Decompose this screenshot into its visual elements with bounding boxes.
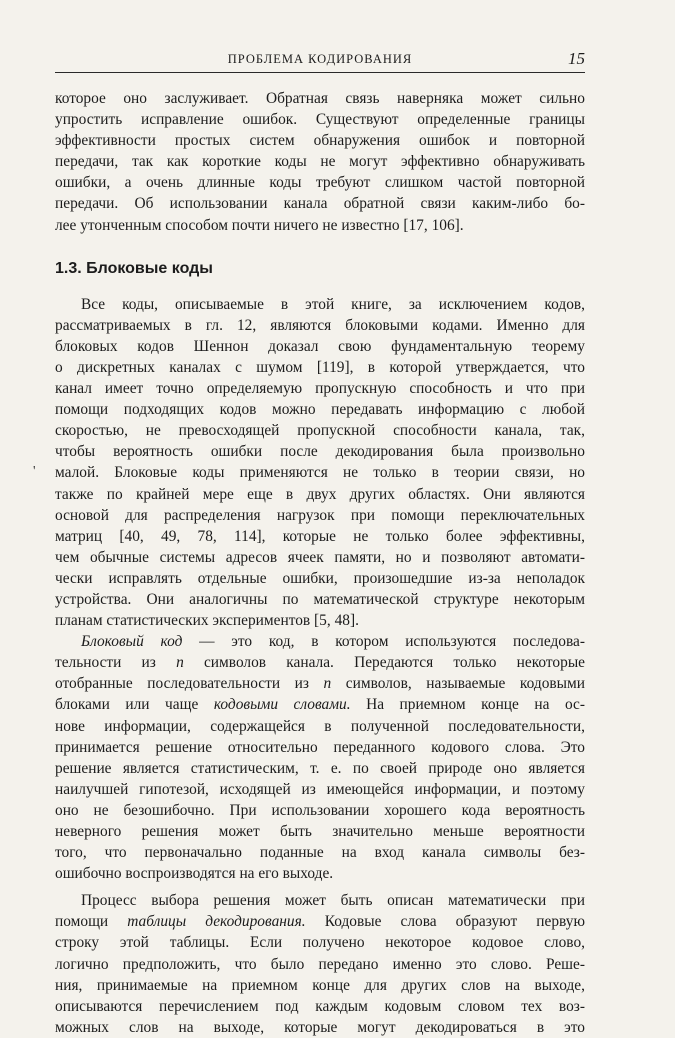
page-number: 15 [568,49,585,68]
text-line: блоковых кодов Шеннон доказал свою фундаментальную теорему [55,337,585,355]
text-line: также по крайней мере еще в двух других областях. Они являются [55,485,585,503]
text-line: оно не безошибочно. При использовании хорошего кода вероятность [55,801,585,819]
text-fragment: Кодовые слова образуют первую [305,913,585,931]
text-line: решение является статистическим, т. е. по своей природе оно является [55,759,585,777]
text-fragment: блоками или чаще [55,696,214,714]
text-line: строку этой таблицы. Если получено некоторое кодовое слово, [55,934,585,952]
text-line: Процесс выбора решения может быть описан математически при [81,892,585,910]
text-fragment: символов, называемые кодовыми [331,675,585,693]
text-line: чем обычные системы адресов ячеек памяти, но и позволяют автомати- [55,548,585,566]
text-line: помощи подходящих кодов можно передавать информацию с любой [55,401,585,419]
text-line: скоростью, не превосходящей пропускной способности канала, так, [55,422,585,440]
text-line: логично предположить, что было передано именно это слово. Реше- [55,955,585,973]
math-n: n [323,675,332,693]
text-line: рассматриваемых в гл. 12, являются блоковыми кодами. Именно для [55,316,585,334]
text-fragment: тельности из [55,654,177,672]
text-fragment: — это код, в котором используются последова- [182,633,585,651]
text-line: передачи, так как короткие коды не могут эффективно обнаруживать [55,153,585,171]
text-line: можных слов на выходе, которые могут декодироваться в это [55,1018,585,1036]
text-line: лее утонченным способом почти ничего не известно [17, 106]. [55,216,464,234]
text-line: принимается решение относительно переданного кодового слова. Это [55,738,585,756]
text-line: устройства. Они аналогичны по математической структуре некоторым [55,590,585,608]
paragraph-block-codes [55,294,585,632]
text-line: ошибочно воспроизводятся на его выходе. [55,865,334,883]
term-code-words: кодовыми словами. [213,696,351,714]
page-body [55,88,585,1038]
text-line: того, что первоначально поданные на вход канала символы без- [55,844,585,862]
text-line: Все коды, описываемые в этой книге, за исключением кодов, [81,295,585,313]
paragraph-block-code-definition [55,631,585,884]
text-fragment: отобранные последовательности из [55,675,324,693]
text-line: эффективности простых систем обнаружения ошибок и повторной [55,132,585,150]
text-line: ошибки, а очень длинные коды требуют слишком частой повторной [55,174,585,192]
section-heading: 1.3. Блоковые коды [55,259,213,277]
paragraph-decoding-table [55,890,585,1038]
term-block-code: Блоковый код [81,633,183,651]
text-line: нове информации, содержащейся в полученной последовательности, [55,717,585,735]
text-line: чтобы вероятность ошибки после декодирования была произвольно [55,443,585,461]
text-line: неверного решения может быть значительно меньше вероятности [55,823,585,840]
math-n: n [176,654,184,672]
text-line: упростить исправление ошибок. Существуют определенные границы [55,111,585,129]
running-title: ПРОБЛЕМА КОДИРОВАНИЯ [227,52,413,66]
running-header [55,50,585,73]
margin-mark: ' [33,464,36,479]
text-fragment: символов канала. Передаются только некоторые [183,654,585,672]
text-line: наилучшей гипотезой, исходящей из имеющейся информации, и поэтому [55,780,585,798]
text-line: планам статистических экспериментов [5, 48]. [55,612,359,630]
text-line [55,694,585,715]
text-line: малой. Блоковые коды применяются не только в теории связи, но [55,464,585,482]
text-line: матриц [40, 49, 78, 114], которые не только более эффективны, [55,527,585,545]
intro-paragraph [55,88,585,236]
text-line: канал имеет точно определяемую пропускную способность и что при [55,380,585,398]
text-line [55,911,585,932]
text-line: чески исправлять отдельные ошибки, произошедшие из-за неполадок [55,569,585,587]
text-line: описываются перечислением под каждым кодовым словом тех воз- [55,997,585,1015]
text-fragment: На приемном конце на ос- [350,696,585,714]
term-decoding-table: таблицы декодирования. [127,913,306,931]
text-line [55,673,585,694]
text-line: о дискретных каналах с шумом [119], в которой утверждается, что [55,358,585,376]
text-line: передачи. Об использовании канала обратной связи каким-либо бо- [55,195,585,213]
text-line [55,652,585,673]
text-fragment: помощи [55,913,128,931]
text-line [55,631,585,652]
text-line: ния, принимаемые на приемном конце для других слов на выходе, [55,976,585,994]
text-line: основой для распределения нагрузок при помощи переключательных [55,506,585,524]
text-line: которое оно заслуживает. Обратная связь наверняка может сильно [55,90,585,107]
